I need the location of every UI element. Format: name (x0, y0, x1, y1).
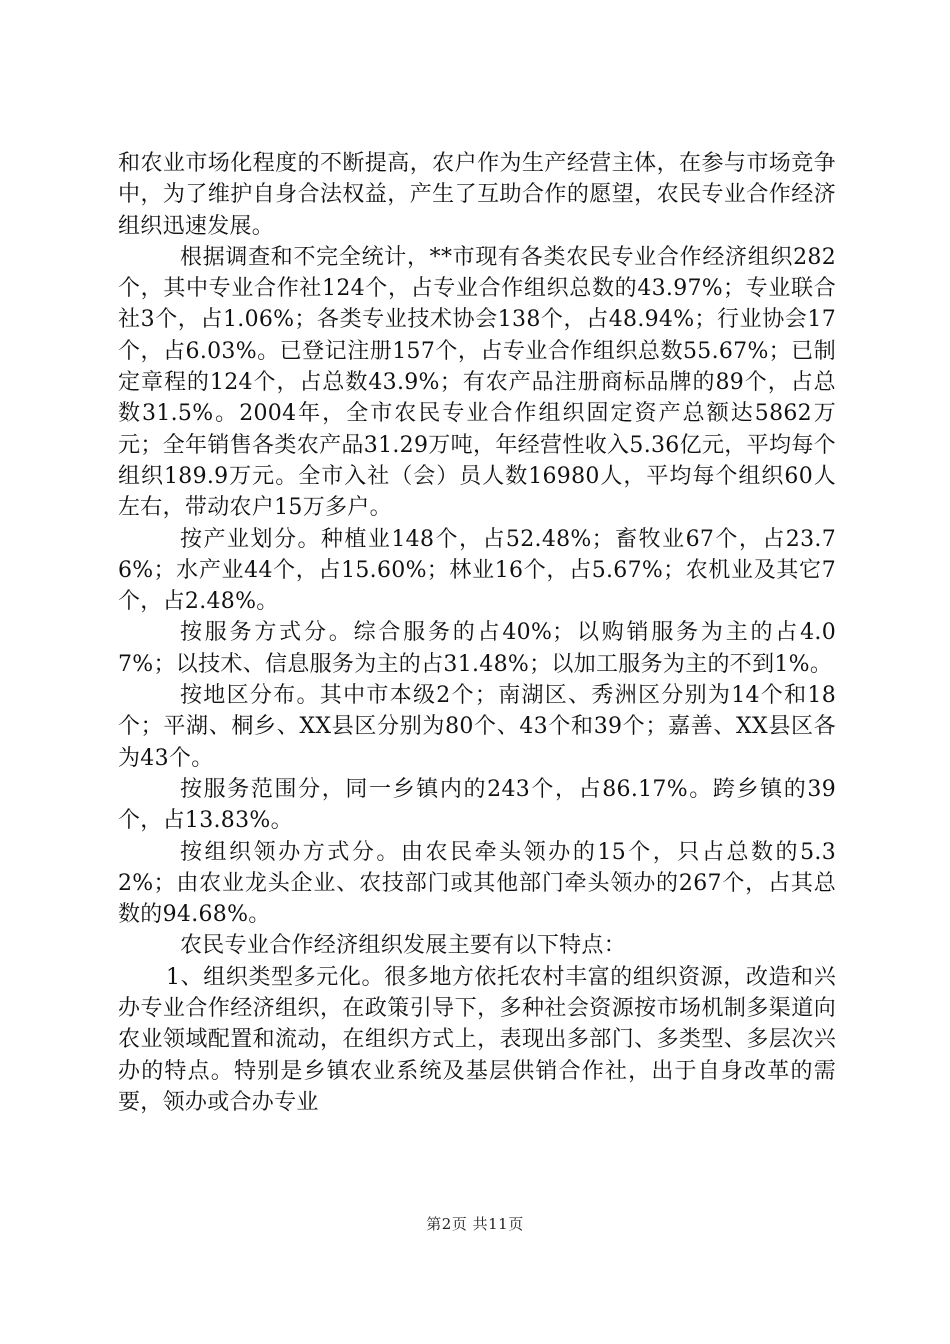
paragraph-features-intro: 农民专业合作经济组织发展主要有以下特点： (180, 933, 627, 959)
paragraph-by-organizer: 按组织领办方式分。由农民牵头领办的15个，只占总数的5.32%；由农业龙头企业、农技部门或其他部门牵头领办的267个，占其总数的94.68%。 (118, 839, 836, 928)
document-body (118, 148, 836, 1118)
paragraph-continuation: 和农业市场化程度的不断提高，农户作为生产经营主体，在参与市场竞争中，为了维护自身合法权益，产生了互助合作的愿望，农民专业合作经济组织迅速发展。 (118, 151, 836, 239)
page-number-footer: 第2页 共11页 (426, 1215, 524, 1233)
paragraph-by-industry: 按产业划分。种植业148个，占52.48%；畜牧业67个，占23.76%；水产业44个，占15.60%；林业16个，占5.67%；农机业及其它7个，占2.48%。 (118, 526, 836, 615)
paragraph-statistics-overview: 根据调查和不完全统计，**市现有各类农民专业合作经济组织282个，其中专业合作社124个，占专业合作组织总数的43.97%；专业联合社3个，占1.06%；各类专业技术协会138个，占48.94%；行业协会17个，占6.03%。已登记注册157个，占专业合作组织总数55.67%；已制定章程的124个，占总数43.9%；有农产品注册商标品牌的89个，占总数31.5%。2004年，全市农民专业合作组织固定资产总额达5862万元；全年销售各类农产品31.29万吨，年经营性收入5.36亿元，平均每个组织189.9万元。全市入社（会）员人数16980人，平均每个组织60人左右，带动农户15万多户。 (118, 244, 836, 521)
paragraph-by-region: 按地区分布。其中市本级2个；南湖区、秀洲区分别为14个和18个；平湖、桐乡、XX县区分别为80个、43个和39个；嘉善、XX县区各为43个。 (118, 683, 836, 771)
paragraph-by-service-type: 按服务方式分。综合服务的占40%；以购销服务为主的占4.07%；以技术、信息服务为主的占31.48%；以加工服务为主的不到1%。 (118, 620, 836, 677)
paragraph-feature-1: 1、组织类型多元化。很多地方依托农村丰富的组织资源，改造和兴办专业合作经济组织，在政策引导下，多种社会资源按市场机制多渠道向农业领域配置和流动，在组织方式上，表现出多部门、多类型、多层次兴办的特点。特别是乡镇农业系统及基层供销合作社，出于自身改革的需要，领办或合办专业 (118, 964, 836, 1115)
paragraph-by-service-scope: 按服务范围分，同一乡镇内的243个，占86.17%。跨乡镇的39个，占13.83%。 (118, 776, 836, 834)
